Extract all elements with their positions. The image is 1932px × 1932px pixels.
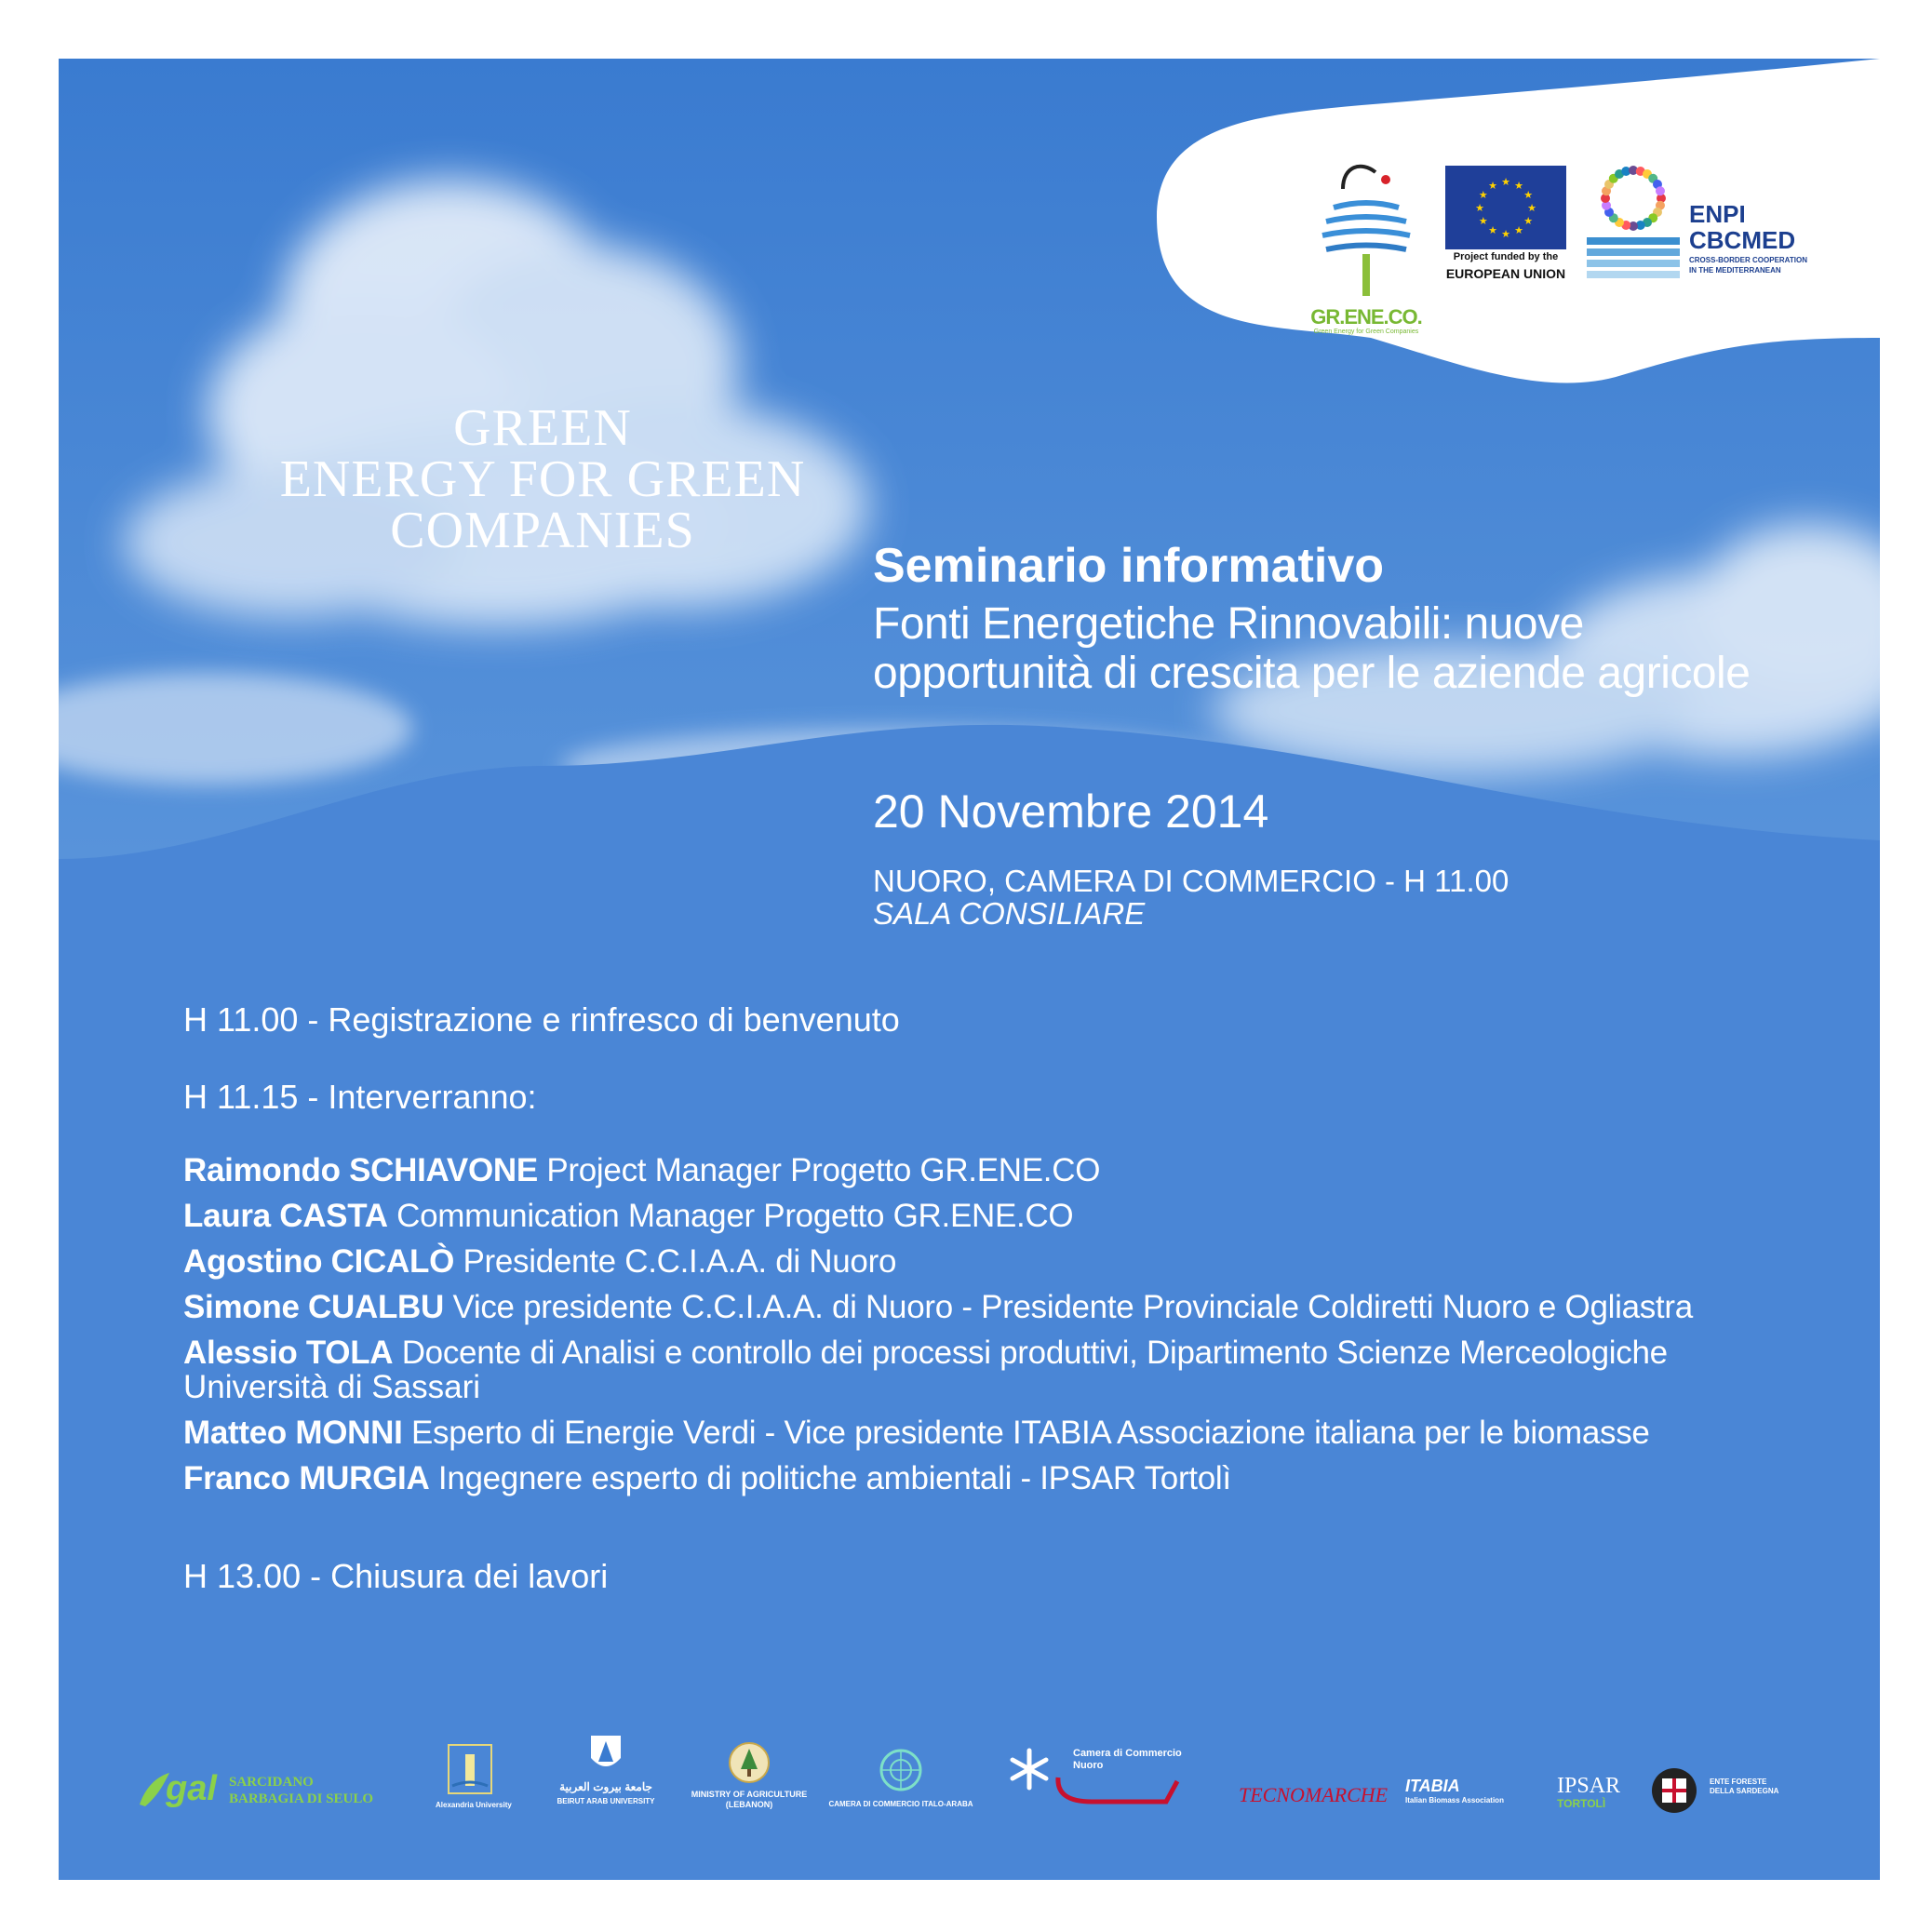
eu-flag-icon [1445, 166, 1566, 249]
program-item-closing: H 13.00 - Chiusura dei lavori [183, 1557, 609, 1595]
speaker-name: Laura CASTA [183, 1198, 388, 1234]
bau-logo [541, 1734, 671, 1818]
speaker-row [183, 1460, 1231, 1497]
speaker-role: Presidente C.C.I.A.A. di Nuoro [463, 1243, 897, 1280]
event-date: 20 Novembre 2014 [873, 785, 1269, 838]
speaker-role: Esperto di Energie Verdi - Vice presidente ITABIA Associazione italiana per le biomasse [411, 1415, 1650, 1451]
eu-star-icon: ★ [1478, 216, 1488, 227]
speaker-row [183, 1198, 1073, 1235]
speaker-row [183, 1289, 1693, 1326]
eu-star-icon: ★ [1475, 203, 1484, 214]
eu-star-icon: ★ [1527, 203, 1536, 214]
boat-swoosh-icon [1054, 1774, 1180, 1807]
eu-caption-line1: Project funded by the [1453, 251, 1559, 262]
speaker-name: Simone CUALBU [183, 1289, 444, 1325]
speaker-role: Project Manager Progetto GR.ENE.CO [546, 1152, 1101, 1188]
speaker-name: Alessio TOLA [183, 1335, 394, 1371]
title-line3: COMPANIES [390, 502, 695, 559]
title-line1: GREEN [453, 399, 632, 457]
speaker-role: Communication Manager Progetto GR.ENE.CO [396, 1198, 1074, 1234]
snowflake-icon [1008, 1748, 1051, 1791]
nuoro-chamber-logo [1008, 1748, 1185, 1822]
sardinia-crest-icon [1650, 1764, 1698, 1817]
tecnomarche-caption: TECNOMARCHE [1239, 1783, 1389, 1806]
seminar-heading: Seminario informativo [873, 539, 1384, 593]
gal-logo [138, 1769, 408, 1816]
itabia-logo [1405, 1777, 1536, 1805]
title-line2: ENERGY FOR GREEN [279, 450, 806, 508]
gal-mark: gal [166, 1769, 217, 1808]
ccia-caption: CAMERA DI COMMERCIO ITALO-ARABA [828, 1800, 973, 1808]
enpi-line4: IN THE MEDITERRANEAN [1689, 266, 1781, 275]
ccia-logo [822, 1748, 980, 1831]
enpi-line2: CBCMED [1689, 226, 1796, 254]
enpi-cbcmed-logo [1585, 163, 1827, 349]
enpi-sun-ray [1656, 186, 1665, 195]
enpi-line3: CROSS-BORDER COOPERATION [1689, 256, 1807, 264]
eu-logo [1445, 166, 1566, 352]
nuoro-caption-line1: Camera di Commercio [1073, 1748, 1182, 1759]
tecnomarche-logo [1239, 1783, 1388, 1807]
alexandria-logo [436, 1741, 512, 1825]
moa-cedar-emblem-icon [728, 1741, 771, 1784]
seminar-subtitle-line2: opportunità di crescita per le aziende agricole [873, 649, 1751, 698]
eu-star-icon: ★ [1501, 177, 1510, 188]
gal-line2: BARBAGIA DI SEULO [229, 1791, 374, 1806]
program-item-speakers: H 11.15 - Interverranno: [183, 1078, 537, 1116]
bau-arabic-caption: جامعة بيروت العربية [559, 1780, 652, 1793]
eu-star-icon: ★ [1501, 229, 1510, 240]
speaker-row [183, 1152, 1100, 1189]
seminar-subtitle-line1: Fonti Energetiche Rinnovabili: nuove [873, 599, 1584, 649]
gal-line1: SARCIDANO [229, 1775, 314, 1790]
nuoro-caption-line2: Nuoro [1073, 1760, 1104, 1771]
alexandria-seal-icon [445, 1741, 495, 1797]
eu-star-icon: ★ [1514, 225, 1523, 237]
speaker-role: Docente di Analisi e controllo dei processi produttivi, Dipartimento Scienze Merceologiche [401, 1335, 1668, 1371]
greneco-tagline: Green Energy for Green Companies [1313, 329, 1419, 335]
moa-caption-line2: (LEBANON) [725, 1800, 773, 1809]
ente-foreste-logo [1650, 1764, 1808, 1820]
event-room: SALA CONSILIARE [873, 896, 1146, 931]
speaker-row [183, 1415, 1650, 1452]
eu-caption-line2: EUROPEAN UNION [1445, 266, 1566, 281]
speaker-role: Ingegnere esperto di politiche ambientali - IPSAR Tortolì [437, 1460, 1231, 1496]
ente-caption-line2: DELLA SARDEGNA [1710, 1787, 1779, 1795]
moa-logo [684, 1741, 814, 1825]
eu-star-icon: ★ [1488, 180, 1497, 192]
eu-star-icon: ★ [1523, 216, 1534, 227]
speaker-row [183, 1243, 896, 1281]
speaker-name: Raimondo SCHIAVONE [183, 1152, 538, 1188]
eu-star-icon: ★ [1478, 190, 1488, 201]
bau-shield-icon [589, 1734, 623, 1777]
speaker-row [183, 1335, 1668, 1372]
moa-caption-line1: MINISTRY OF AGRICULTURE [691, 1790, 808, 1799]
eu-star-icon: ★ [1514, 180, 1523, 192]
ipsar-logo [1557, 1774, 1641, 1810]
ipsar-subcaption: TORTOLÌ [1557, 1797, 1606, 1810]
bau-caption: BEIRUT ARAB UNIVERSITY [557, 1797, 655, 1805]
greneco-emblem-icon [1306, 152, 1427, 310]
event-venue: NUORO, CAMERA DI COMMERCIO - H 11.00 [873, 864, 1509, 898]
eu-star-icon: ★ [1488, 225, 1497, 237]
itabia-subcaption: Italian Biomass Association [1405, 1796, 1504, 1805]
alexandria-caption: Alexandria University [436, 1801, 512, 1809]
program-item-registration: H 11.00 - Registrazione e rinfresco di benvenuto [183, 1000, 900, 1039]
speaker-name: Matteo MONNI [183, 1415, 403, 1451]
poster [59, 59, 1880, 1880]
ente-caption-line1: ENTE FORESTE [1710, 1778, 1767, 1786]
itabia-caption: ITABIA [1405, 1777, 1460, 1795]
ipsar-caption: IPSAR [1557, 1774, 1621, 1798]
speaker-role: Vice presidente C.C.I.A.A. di Nuoro - Presidente Provinciale Coldiretti Nuoro e Ogliastra [452, 1289, 1693, 1325]
enpi-line1: ENPI [1689, 200, 1746, 228]
greneco-name: GR.ENE.CO. [1310, 305, 1422, 329]
speaker-name: Agostino CICALÒ [183, 1243, 455, 1280]
speaker-name: Franco MURGIA [183, 1460, 430, 1496]
speaker-role-continued: Università di Sassari [183, 1369, 480, 1405]
enpi-sun-icon [1585, 163, 1687, 284]
greneco-logo [1306, 152, 1427, 347]
eu-star-icon: ★ [1523, 190, 1534, 201]
ccia-ornament-icon [878, 1748, 924, 1792]
